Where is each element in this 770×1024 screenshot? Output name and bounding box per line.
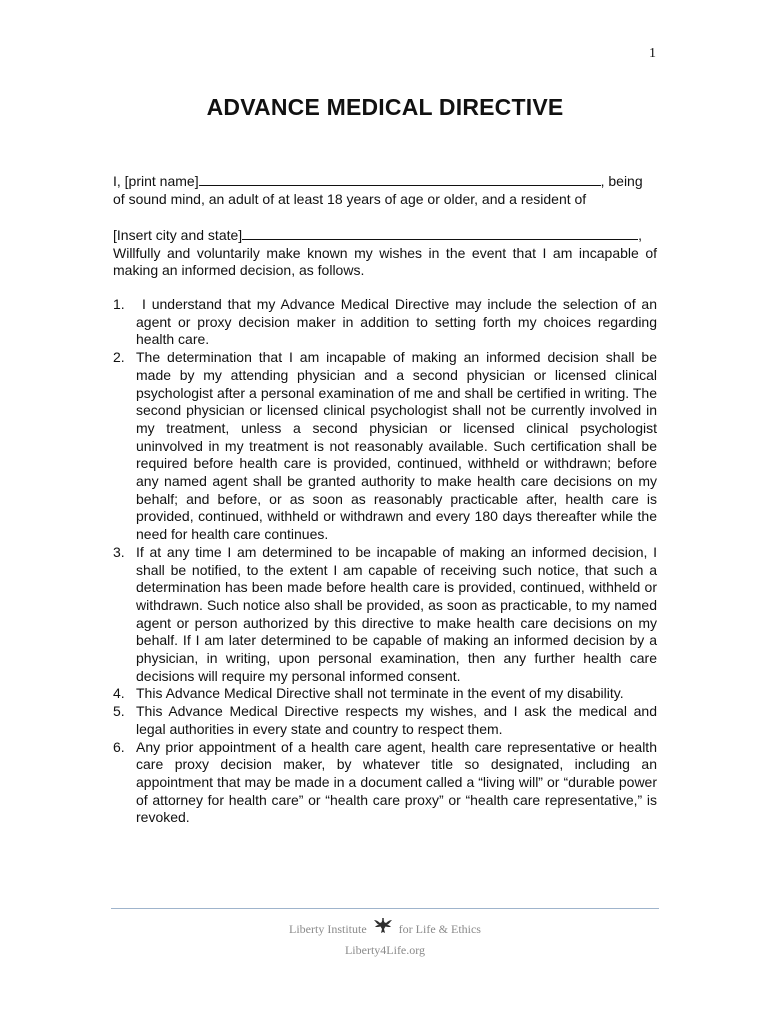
clause-item	[113, 296, 657, 349]
footer-org-name-right: for Life & Ethics	[398, 922, 481, 936]
clause-item	[113, 544, 657, 686]
clause-text: Any prior appointment of a health care agent, health care representative or health care proxy decision maker, by whatever title so designated, including an appointment that may be made in a document called a “living will” or “durable power of attorney for health care” or “health care proxy” or “health care representative,” is revoked.	[136, 738, 657, 826]
clause-text: If at any time I am determined to be incapable of making an informed decision, I shall be notified, to the extent I am capable of receiving such notice, that such a determination has been made before health care is provided, continued, withheld or withdrawn. Such notice also shall be provided, as soon as practicable, to my named agent or person authorized by this directive to make health care decisions on my behalf. If I am later determined to be capable of making an informed decision by a physician, in writing, upon personal examination, then any further health care decisions will require my personal informed consent.	[136, 543, 657, 684]
sound-mind-text: of sound mind, an adult of at least 18 years of age or older, and a resident of	[113, 190, 587, 207]
clause-text: This Advance Medical Directive respects my wishes, and I ask the medical and legal authorities in every state and country to respect them.	[136, 703, 657, 737]
footer-divider	[111, 908, 659, 909]
clause-text: The determination that I am incapable of making an informed decision shall be made by my attending physician and a second physician or licensed clinical psychologist after a personal examination of me and shall be certified in writing. The second physician or licensed clinical psychologist shall not be currently involved in my treatment, unless a second physician or licensed clinical psychologist uninvolved in my treatment is not reasonably available. Such certification shall be required before health care is provided, continued, withheld or withdrawn; before any named agent shall be granted authority to make health care decisions on my behalf; and before, or as soon as reasonably practicable after, health care is provided, continued, withheld or withdrawn and every 180 days thereafter while the need for health care continues.	[136, 349, 657, 543]
footer-organization	[0, 917, 770, 937]
clause-number: 2.	[113, 349, 125, 366]
intro-city-paragraph	[113, 226, 657, 280]
clause-number: 6.	[113, 738, 125, 755]
clause-list	[113, 296, 657, 827]
clause-number: 3.	[113, 543, 125, 560]
clause-text: I understand that my Advance Medical Directive may include the selection of an agent or proxy decision maker in addition to setting forth my choices regarding health care.	[136, 296, 657, 348]
intro-name-paragraph	[113, 172, 657, 208]
wishes-text: Willfully and voluntarily make known my wishes in the event that I am incapable of making an informed decision, as follows.	[113, 244, 657, 279]
clause-number: 1.	[113, 296, 125, 312]
print-name-label: I, [print name]	[113, 173, 199, 189]
clause-text: This Advance Medical Directive shall not terminate in the event of my disability.	[136, 685, 624, 702]
eagle-emblem-icon	[373, 917, 393, 937]
footer-website-link[interactable]: Liberty4Life.org	[344, 943, 426, 957]
print-name-blank[interactable]	[199, 172, 601, 186]
clause-item	[113, 685, 657, 703]
clause-item	[113, 739, 657, 828]
being-text: , being	[600, 173, 643, 189]
page-number: 1	[649, 46, 656, 61]
document-title: ADVANCE MEDICAL DIRECTIVE	[206, 94, 564, 120]
city-state-label: [Insert city and state]	[113, 227, 243, 243]
footer-org-name-left: Liberty Institute	[289, 922, 367, 936]
city-state-blank[interactable]	[242, 226, 638, 240]
clause-item	[113, 349, 657, 544]
clause-item	[113, 703, 657, 738]
city-suffix: ,	[638, 227, 643, 243]
clause-number: 4.	[113, 685, 125, 702]
clause-number: 5.	[113, 703, 125, 720]
